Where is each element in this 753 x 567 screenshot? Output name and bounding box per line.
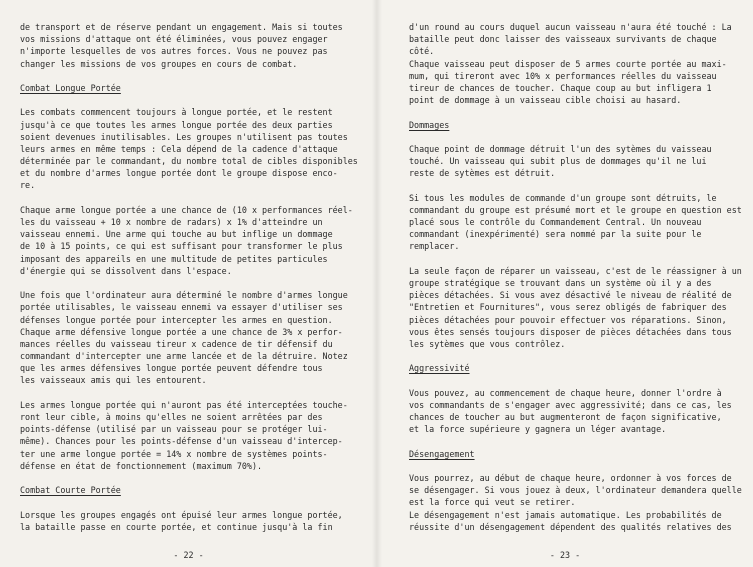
text-line: soient devenues inutilisables. Les groupes n'utilisent pas toutes: [20, 131, 348, 142]
text-line: vaisseau ennemi. Une arme qui touche au but inflige un dommage: [20, 229, 333, 240]
text-line: commandant (inexpérimenté) sera nommé par la suite pour le: [409, 229, 702, 240]
text-line: ront leur cible, à moins qu'elles ne soient arrêtées par des: [20, 412, 323, 422]
text-line: défense en état de fonctionnement (maximum 70%).: [20, 460, 263, 471]
text-line: groupe stratégique se trouvant dans un système où il y a des: [409, 277, 712, 288]
text-line: les vaisseaux amis qui les entourent.: [20, 375, 207, 386]
section-heading: Combat Longue Portée: [20, 82, 121, 93]
text-line: défenses longue portée pour intercepter les armes en question.: [20, 314, 333, 325]
paragraph-spacer: [20, 472, 365, 484]
text-line: Chaque arme longue portée a une chance de (10 x performances réel-: [20, 204, 353, 215]
text-line: Chaque point de dommage détruit l'un des sytèmes du vaisseau: [409, 143, 712, 154]
paragraph: [20, 106, 365, 191]
text-line: se désengager. Si vous jouez à deux, l'ordinateur demandera quelle: [409, 485, 742, 496]
page-23: [377, 0, 753, 567]
text-line: Vous pouvez, au commencement de chaque heure, donner l'ordre à: [409, 387, 722, 398]
paragraph: [409, 21, 747, 58]
text-line: vos missions d'attaque ont été éliminées, vous pouvez engager: [20, 34, 328, 45]
paragraph-spacer: [409, 179, 747, 191]
paragraph-spacer: [409, 106, 747, 118]
paragraph: [20, 21, 365, 70]
text-line: bataille peut donc laisser des vaisseaux survivants de chaque: [409, 34, 717, 45]
paragraph: [20, 289, 365, 387]
text-line: "Entretien et Fournitures", vous serez obligés de fabriquer des: [409, 302, 727, 313]
text-line: d'énergie qui se dissolvent dans l'espace.: [20, 265, 232, 276]
text-line: remplacer.: [409, 241, 460, 252]
text-line: changer les missions de vos groupes en cours de combat.: [20, 58, 298, 69]
paragraph-spacer: [409, 435, 747, 447]
paragraph: [20, 204, 365, 277]
text-line: la bataille passe en courte portée, et continue jusqu'à la fin: [20, 521, 333, 532]
text-line: Une fois que l'ordinateur aura déterminé le nombre d'armes longue: [20, 290, 348, 301]
text-line: Les combats commencent toujours à longue portée, et le restent: [20, 107, 333, 118]
text-line: vos commandants de s'engager avec aggressivité; dans ce cas, les: [409, 399, 732, 410]
paragraph-spacer: [20, 94, 365, 106]
text-line: La seule façon de réparer un vaisseau, c'est de le réassigner à un: [409, 265, 742, 276]
paragraph-spacer: [409, 460, 747, 472]
text-line: Si tous les modules de commande d'un groupe sont détruits, le: [409, 192, 717, 203]
text-line: mances réelles du vaisseau tireur x cadence de tir défensif du: [20, 338, 333, 349]
paragraph: [409, 58, 747, 107]
book-gutter: [372, 0, 382, 567]
text-line: est la force qui veut se retirer.: [409, 497, 576, 508]
section-heading: Dommages: [409, 119, 450, 130]
text-line: côté.: [409, 46, 435, 57]
text-line: mum, qui tireront avec 10% x performances réelles du vaisseau: [409, 70, 717, 81]
text-line: les sytèmes que vous contrôlez.: [409, 338, 566, 349]
text-line: déterminée par le commandant, du nombre total de cibles disponibles: [20, 156, 358, 167]
text-line: de transport et de réserve pendant un engagement. Mais si toutes: [20, 22, 343, 32]
text-line: pièces détachées pour pouvoir effectuer vos réparations. Sinon,: [409, 314, 727, 325]
page-number-right: - 23 -: [549, 550, 581, 560]
text-line: chances de toucher au but augmenteront de façon significative,: [409, 412, 722, 422]
text-line: portée utilisables, le vaisseau ennemi va essayer d'utiliser ses: [20, 302, 343, 313]
paragraph: [20, 399, 365, 472]
text-line: pièces détachées. Si vous avez désactivé le niveau de réalité de: [409, 290, 732, 301]
page-number-left: - 22 -: [173, 550, 204, 560]
text-line: que les armes défensives longue portée peuvent défendre tous: [20, 363, 323, 374]
text-line: et du nombre d'armes longue portée dont le groupe dispose enco-: [20, 168, 338, 179]
left-page-text-column: [20, 21, 365, 533]
text-line: Chaque arme défensive longue portée a une chance de 3% x perfor-: [20, 326, 343, 337]
section-heading: Aggressivité: [409, 363, 470, 374]
text-line: tireur de chances de toucher. Chaque coup au but infligera 1: [409, 82, 712, 93]
text-line: vous êtes sensés toujours disposer de pièces détachées dans tous: [409, 326, 732, 337]
section-heading: Désengagement: [409, 448, 475, 459]
text-line: leurs armes en même temps : Cela dépend de la cadence d'attaque: [20, 143, 338, 154]
text-line: Le désengagement n'est jamais automatique. Les probabilités de: [409, 509, 722, 520]
text-line: Les armes longue portée qui n'auront pas été interceptées touche-: [20, 399, 348, 410]
text-line: re.: [20, 180, 36, 191]
text-line: Chaque vaisseau peut disposer de 5 armes courte portée au maxi-: [409, 58, 727, 69]
text-line: touché. Un vaisseau qui subit plus de dommages qu'il ne lui: [409, 156, 707, 167]
paragraph: [409, 387, 747, 436]
text-line: ter une arme longue portée = 14% x nombre de systèmes points-: [20, 448, 328, 459]
paragraph-spacer: [409, 350, 747, 362]
section-heading: Combat Courte Portée: [20, 485, 121, 496]
text-line: commandant du groupe est présumé mort et le groupe en question est: [409, 204, 742, 215]
paragraph-spacer: [20, 387, 365, 399]
text-line: commandant d'intercepter une arme lancée et de la détruire. Notez: [20, 351, 348, 362]
paragraph: [409, 143, 747, 180]
text-line: Vous pourrez, au début de chaque heure, ordonner à vos forces de: [409, 472, 732, 483]
paragraph-spacer: [409, 374, 747, 386]
paragraph-spacer: [409, 131, 747, 143]
text-line: de 10 à 15 points, ce qui est suffisant pour transformer le plus: [20, 241, 343, 252]
paragraph: [409, 472, 747, 533]
text-line: n'importe lesquelles de vos autres forces. Vous ne pouvez pas: [20, 46, 328, 57]
right-page-text-column: [409, 21, 747, 533]
text-line: et la force supérieure y gagnera un léger avantage.: [409, 424, 667, 435]
paragraph-spacer: [409, 253, 747, 265]
text-line: Lorsque les groupes engagés ont épuisé leur armes longue portée,: [20, 509, 343, 520]
paragraph: [409, 265, 747, 350]
text-line: réussite d'un désengagement dépendent des qualités relatives des: [409, 521, 732, 532]
text-line: placé sous le contrôle du Commandement Central. Un nouveau: [409, 217, 702, 227]
paragraph-spacer: [20, 70, 365, 82]
text-line: points-défense (utilisé par un vaisseau pour se protéger lui-: [20, 424, 328, 435]
paragraph-spacer: [20, 192, 365, 204]
paragraph: [20, 509, 365, 533]
text-line: même). Chances pour les points-défense d'un vaisseau d'intercep-: [20, 436, 343, 447]
paragraph: [409, 192, 747, 253]
text-line: reste de sytèmes est détruit.: [409, 168, 556, 179]
text-line: point de dommage à un vaisseau cible choisi au hasard.: [409, 95, 682, 106]
text-line: d'un round au cours duquel aucun vaisseau n'aura été touché : La: [409, 22, 732, 32]
text-line: jusqu'à ce que toutes les armes longue portée des deux parties: [20, 119, 333, 130]
paragraph-spacer: [20, 277, 365, 289]
text-line: les du vaisseau + 10 x nombre de radars) x 1% d'atteindre un: [20, 217, 323, 227]
text-line: imposant des appareils en une multitude de petites particules: [20, 253, 328, 264]
paragraph-spacer: [20, 496, 365, 508]
